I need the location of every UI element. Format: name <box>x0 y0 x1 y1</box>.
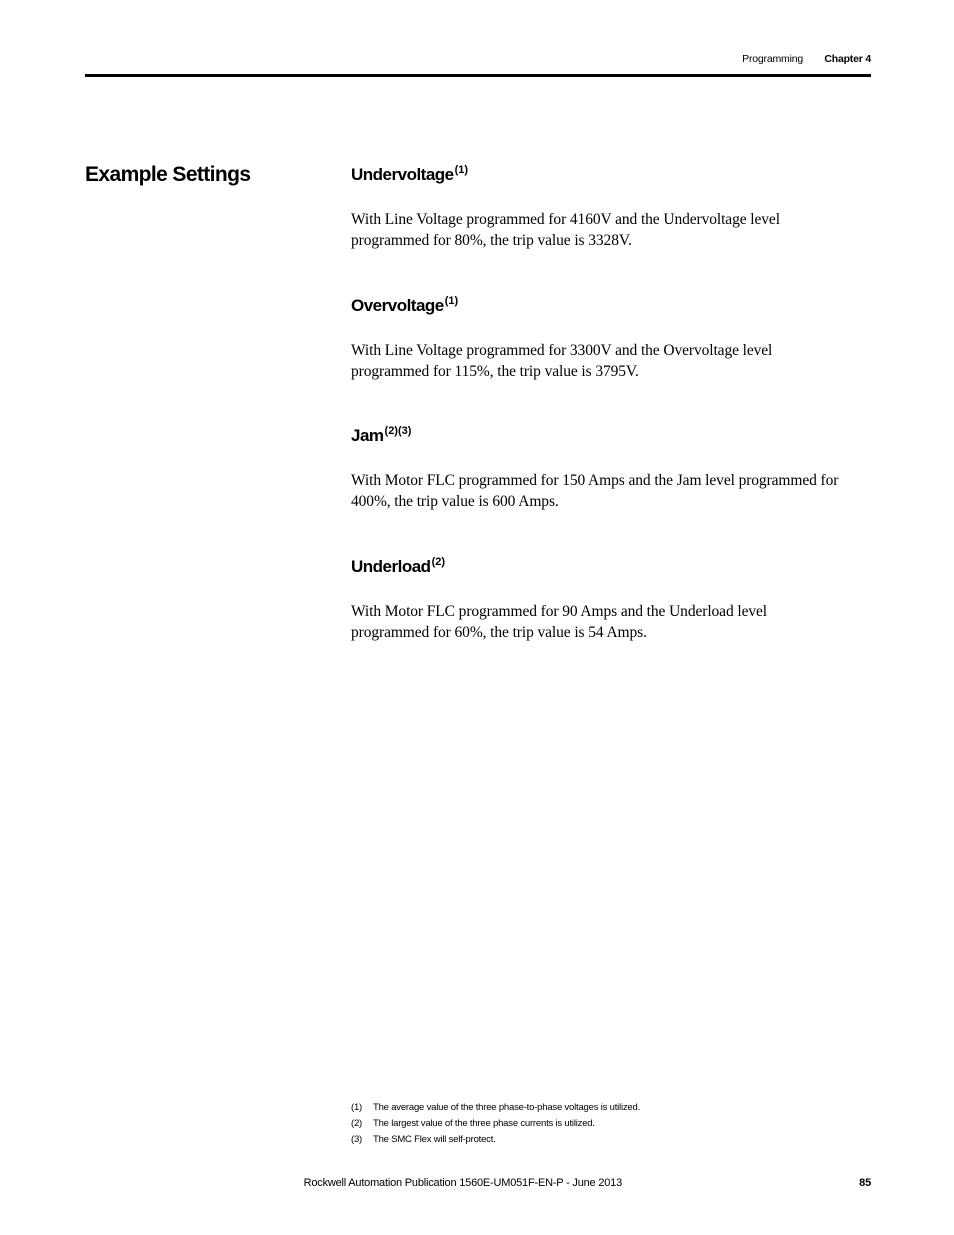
text-line: programmed for 115%, the trip value is 3795V. <box>351 362 639 380</box>
footnote-reference[interactable]: (2)(3) <box>384 425 412 437</box>
example-heading <box>351 164 871 186</box>
footnote-reference[interactable]: (1) <box>444 295 459 307</box>
example-text <box>351 471 871 512</box>
text-line: 400%, the trip value is 600 Amps. <box>351 492 559 510</box>
example-text <box>351 341 871 382</box>
footnote-text: The largest value of the three phase currents is utilized. <box>373 1118 595 1129</box>
heading-text: Jam <box>351 426 384 445</box>
footnote-reference[interactable]: (1) <box>454 164 469 176</box>
page-footer <box>85 1177 871 1193</box>
example-jam <box>351 425 871 512</box>
heading-text: Undervoltage <box>351 165 454 184</box>
header-divider <box>85 74 871 77</box>
publication-info: Rockwell Automation Publication 1560E-UM051F-EN-P - June 2013 <box>303 1177 622 1189</box>
footnote-marker: (1) <box>351 1102 363 1113</box>
footnote-text: The average value of the three phase-to-phase voltages is utilized. <box>373 1102 641 1113</box>
footnotes <box>351 1100 871 1148</box>
footnote-marker: (3) <box>351 1134 363 1145</box>
footnote-item <box>351 1116 871 1132</box>
footnote-item <box>351 1100 871 1116</box>
header-chapter-label: Chapter 4 <box>824 53 871 65</box>
footnote-item <box>351 1132 871 1148</box>
text-line: With Motor FLC programmed for 150 Amps and the Jam level programmed for <box>351 472 839 489</box>
text-line: With Line Voltage programmed for 3300V and the Overvoltage level <box>351 342 773 359</box>
page-number: 85 <box>859 1177 871 1189</box>
example-text <box>351 210 871 251</box>
text-line: programmed for 60%, the trip value is 54 Amps. <box>351 623 647 641</box>
example-undervoltage <box>351 164 871 251</box>
example-overvoltage <box>351 295 871 382</box>
footnote-marker: (2) <box>351 1118 363 1129</box>
example-underload <box>351 556 871 643</box>
text-line: With Motor FLC programmed for 90 Amps and the Underload level <box>351 603 768 620</box>
text-line: With Line Voltage programmed for 4160V and the Undervoltage level <box>351 211 780 228</box>
example-heading <box>351 295 871 317</box>
example-text <box>351 602 871 643</box>
footnote-reference[interactable]: (2) <box>431 556 446 568</box>
example-heading <box>351 556 871 578</box>
section-title: Example Settings <box>85 163 251 186</box>
heading-text: Underload <box>351 557 431 576</box>
page-header <box>85 0 871 78</box>
header-section-name: Programming <box>742 53 803 65</box>
footnote-text: The SMC Flex will self-protect. <box>373 1134 496 1145</box>
example-heading <box>351 425 871 447</box>
heading-text: Overvoltage <box>351 296 444 315</box>
text-line: programmed for 80%, the trip value is 3328V. <box>351 231 632 249</box>
